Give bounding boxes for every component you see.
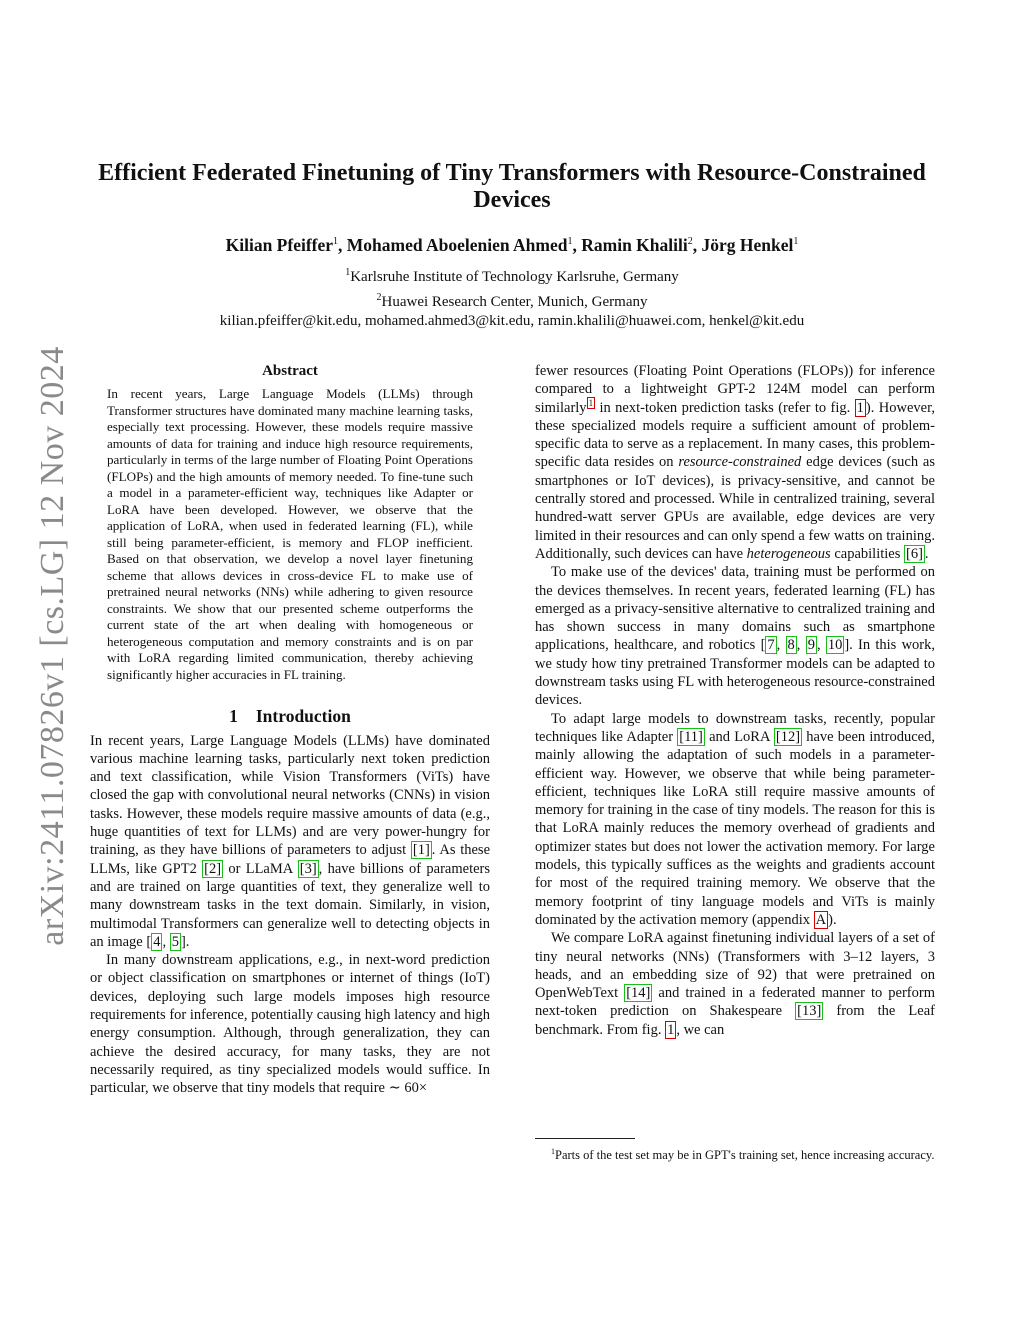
- left-column: [90, 362, 490, 1098]
- text-run: We compare LoRA against finetuning individual layers of a set of tiny neural networks (NNs) (Transformers with 3–12 layers, 3 heads, and an embedding size of 92) that were pretrained on OpenWebText: [535, 930, 935, 1002]
- text-run: , have billions of parameters and are trained on large quantities of text, they generalize well to many downstream tasks in the text domain. Similarly, in vision, multimodal Transformers can generalize well to detecting objects in an image [: [90, 860, 491, 950]
- text-run: edge devices (such as smartphones or IoT devices), is privacy-sensitive, and cannot be centrally stored and processed. While in centralized training, several hundred-watt server GPUs are available, edge devices are very limited in their resources and can only spend a few watts on training. Additionally, such devices can have: [535, 454, 935, 562]
- footnote: [535, 1144, 935, 1163]
- right-column: [535, 362, 935, 1039]
- right-paragraph-2: [535, 563, 935, 709]
- appendix-link[interactable]: A: [815, 911, 827, 928]
- author-emails: kilian.pfeiffer@kit.edu, mohamed.ahmed3@kit.edu, ramin.khalili@huawei.com, henkel@kit.edu: [219, 313, 805, 329]
- text-run: In recent years, Large Language Models (LLMs) have dominated various machine learning tasks, particularly next token prediction and text classification, while Vision Transformers (ViTs) have closed the gap with convolutional neural networks (CNNs) in vision tasks. However, these models require massive amounts of data (e.g., huge quantities of text for LLMs) and are very power-hungry for training, as they have billions of parameters to adjust: [90, 732, 490, 859]
- text-run: .: [924, 545, 929, 562]
- author-name: Ramin Khalili: [581, 235, 688, 255]
- affiliation-mark: 1: [345, 267, 351, 278]
- author-affiliation-mark: 1: [793, 236, 799, 248]
- text-run: ].: [180, 933, 190, 950]
- citation-link[interactable]: 7: [767, 637, 775, 654]
- affiliation-line: [90, 288, 934, 313]
- arxiv-identifier: [28, 348, 78, 944]
- affiliation-text: Huawei Research Center, Munich, Germany: [381, 293, 648, 310]
- author-affiliation-mark: 1: [567, 236, 573, 248]
- text-run: and trained in a federated manner to perform next-token prediction on Shakespeare: [535, 985, 935, 1020]
- affiliations: [90, 263, 934, 332]
- citation-link[interactable]: [2]: [204, 860, 222, 877]
- author-list: Kilian Pfeiffer$^1$, Mohamed Aboelenien Ahmed$^1$, Ramin Khalili$^2$, Jörg Henkel$^1$: [225, 235, 799, 255]
- figure-link[interactable]: 1: [856, 399, 864, 416]
- citation-link[interactable]: [6]: [905, 545, 923, 562]
- text-run: ,: [816, 637, 826, 654]
- emphasis: resource-constrained: [678, 454, 802, 471]
- text-run: fewer resources (Floating Point Operations (FLOPs)) for inference compared to a lightweight GPT-2 124M model can perform similarly: [535, 363, 935, 416]
- footnote-mark: 1: [551, 1147, 555, 1156]
- affiliation-mark: 2: [376, 291, 382, 303]
- arxiv-identifier-text: arXiv:2411.07826v1 [cs.LG] 12 Nov 2024: [34, 346, 71, 946]
- text-run: from the Leaf benchmark. From fig.: [535, 1003, 935, 1038]
- footnote-link[interactable]: 1: [588, 397, 594, 408]
- footnote-text: Parts of the test set may be in GPT's training set, hence increasing accuracy.: [555, 1148, 935, 1163]
- emphasis: heterogeneous: [746, 545, 831, 562]
- text-run: To adapt large models to downstream tasks, recently, popular techniques like Adapter: [535, 710, 935, 745]
- abstract-text: In recent years, Large Language Models (LLMs) through Transformer structures have dominated many machine learning tasks, especially text processing. However, these models require massive amounts of data for training and induce high resource requirements, particularly in terms of the large number of Floating Point Operations (FLOPs) and the high amounts of memory needed. To fine-tune such a model in a parameter-efficient way, techniques like Adapter or LoRA have been developed. However, we observe that the application of LoRA, when used in federated learning (FL), while still being parameter-efficient, is memory and FLOP inefficient. Based on that observation, we develop a novel layer finetuning scheme that allows devices in cross-device FL to make use of pretrained neural networks (NNs) while adhering to given resource constraints. We show that our presented scheme outperforms the current state of the art when dealing with homogeneous or heterogeneous computation and memory constraints and is on par with LoRA regarding limited communication, thereby achieving significantly higher accuracies in FL training.: [107, 386, 473, 682]
- text-run: ). However, these specialized models require a sufficient amount of problem-specific data to serve as a replacement. In many cases, this problem-specific data resides on: [535, 399, 935, 471]
- text-run: ,: [776, 637, 786, 654]
- section-title: Introduction: [255, 706, 351, 727]
- citation-link[interactable]: [12]: [775, 728, 801, 745]
- author-affiliation-mark: 2: [687, 236, 693, 248]
- citation-link[interactable]: 5: [171, 933, 179, 950]
- figure-link[interactable]: 1: [667, 1021, 675, 1038]
- citation-link[interactable]: [3]: [299, 860, 317, 877]
- intro-paragraph-2: In many downstream applications, e.g., in next-word prediction or object classification on smartphones or internet of things (IoT) devices, deploying such large models imposes high resource requirements for inference, potentially causing high latency and high energy consumption. Although, through generalization, they can achieve the desired accuracy, for many tasks, they are not necessarily required, as tiny specialized models would suffice. In particular, we observe that tiny models that require ∼ 60×: [90, 952, 490, 1097]
- section-number: 1: [229, 706, 238, 727]
- citation-link[interactable]: 4: [153, 933, 161, 950]
- right-paragraph-4: [535, 929, 935, 1039]
- footnote-divider: [535, 1138, 635, 1139]
- author-name: Mohamed Aboelenien Ahmed: [346, 235, 568, 255]
- text-run: To make use of the devices' data, training must be performed on the devices themselves. In recent years, federated learning (FL) has emerged as a privacy-sensitive alternative to centralized training and has shown success in many domains such as smartphone applications, healthcare, and robotics [: [535, 564, 935, 654]
- paper-title: Efficient Federated Finetuning of Tiny Transformers with Resource-Constrained Devices: [98, 160, 926, 213]
- citation-link[interactable]: [1]: [412, 842, 430, 859]
- right-paragraph-1: [535, 362, 935, 563]
- affiliation-line: [90, 263, 934, 288]
- citation-link[interactable]: [13]: [797, 1003, 822, 1020]
- citation-link[interactable]: [11]: [679, 728, 703, 745]
- text-run: ,: [796, 637, 806, 654]
- text-run: ).: [828, 911, 837, 928]
- section-heading: [90, 707, 490, 725]
- abstract-heading: Abstract: [262, 363, 318, 379]
- author-name: Jörg Henkel: [701, 235, 794, 255]
- text-run: in next-token prediction tasks (refer to fig.: [595, 399, 855, 416]
- text-run: or LLaMA: [223, 860, 298, 877]
- text-run: , we can: [676, 1021, 725, 1038]
- text-run: . As these LLMs, like GPT2: [90, 842, 491, 877]
- citation-link[interactable]: 9: [807, 637, 815, 654]
- text-run: have been introduced, mainly allowing the adaptation of such models in a parameter-efficient way. However, we observe that while being parameter-efficient, techniques like LoRA still require massive amounts of memory for training in the case of tiny models. The reason for this is that LoRA mainly reduces the memory overhead of gradients and optimizer states but does not lower the activation memory. For large models, this typically suffices as the weights and gradients account for most of the required training memory. We observe that the memory footprint of tiny language models and ViTs is mainly dominated by the activation memory (appendix: [535, 728, 935, 928]
- right-paragraph-3: [535, 710, 935, 930]
- author-name: Kilian Pfeiffer: [225, 235, 334, 255]
- text-run: ]. In this work, we study how tiny pretrained Transformer models can be adapted to downstream tasks using FL with heterogeneous resource-constrained devices.: [535, 637, 936, 709]
- affiliation-text: Karlsruhe Institute of Technology Karlsruhe, Germany: [350, 269, 679, 285]
- author-affiliation-mark: 1: [333, 236, 339, 248]
- intro-paragraph-1: [90, 732, 490, 952]
- text-run: ,: [162, 933, 170, 950]
- citation-link[interactable]: [14]: [626, 985, 651, 1002]
- text-run: capabilities: [830, 545, 904, 562]
- citation-link[interactable]: 8: [787, 637, 795, 654]
- citation-link[interactable]: 10: [827, 637, 843, 654]
- text-run: and LoRA: [704, 728, 774, 745]
